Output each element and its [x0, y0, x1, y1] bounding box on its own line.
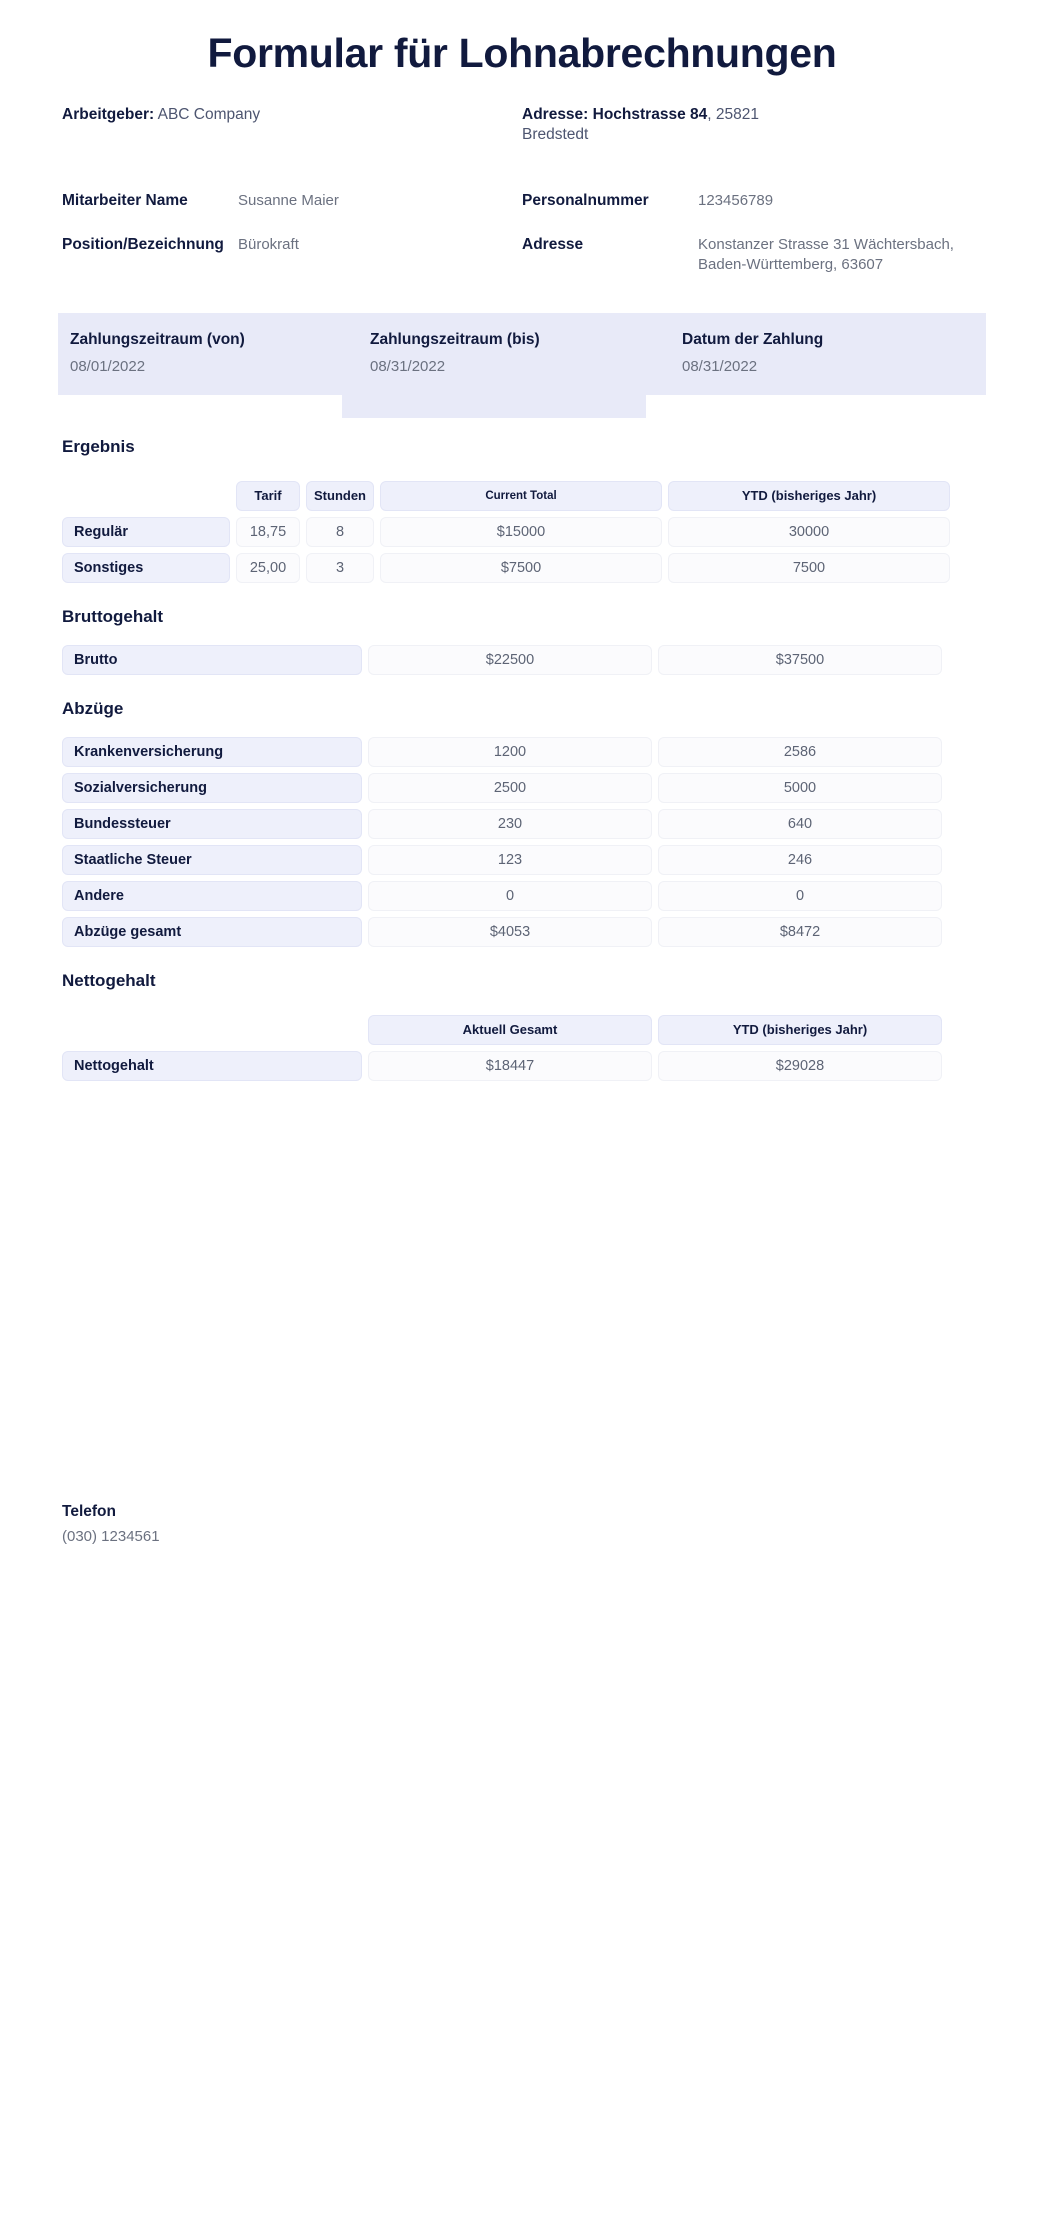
footer-phone-block — [62, 1502, 160, 1547]
net-row-ytd: $29028 — [658, 1051, 942, 1081]
earnings-row-name: Sonstiges — [62, 553, 230, 583]
period-from-value: 08/01/2022 — [70, 357, 146, 375]
earnings-row-current: $7500 — [380, 553, 662, 583]
earnings-header-ytd: YTD (bisheriges Jahr) — [668, 481, 950, 511]
period-from-block — [58, 313, 342, 395]
table-row — [62, 917, 982, 947]
spacer — [0, 419, 1044, 437]
employee-position-row — [62, 235, 982, 275]
period-to-label: Zahlungszeitraum (bis) — [370, 330, 540, 348]
employer-address-label: Adresse: Hochstrasse 84 — [522, 106, 708, 123]
employer-value: ABC Company — [157, 106, 261, 123]
employee-id-col — [522, 191, 982, 211]
earnings-heading: Ergebnis — [62, 436, 135, 456]
table-row — [62, 773, 982, 803]
employer-address-city: Bredstedt — [522, 126, 589, 144]
earnings-row-ytd: 30000 — [668, 517, 950, 547]
spacer — [0, 681, 1044, 699]
deduction-row-ytd: 5000 — [658, 773, 942, 803]
payment-date-value: 08/31/2022 — [682, 357, 758, 375]
period-from-label: Zahlungszeitraum (von) — [70, 330, 245, 348]
net-header-spacer — [62, 1015, 362, 1045]
spacer — [0, 991, 1044, 1015]
earnings-table — [0, 481, 1044, 583]
net-row-current: $18447 — [368, 1051, 652, 1081]
deduction-row-name: Sozialversicherung — [62, 773, 362, 803]
net-header-current: Aktuell Gesamt — [368, 1015, 652, 1045]
employer-name-col — [62, 105, 522, 146]
earnings-header-hours: Stunden — [306, 481, 374, 511]
deduction-row-current: 0 — [368, 881, 652, 911]
net-header-ytd: YTD (bisheriges Jahr) — [658, 1015, 942, 1045]
net-row-name: Nettogehalt — [62, 1051, 362, 1081]
deductions-table — [0, 737, 1044, 947]
net-header-row — [62, 1015, 982, 1045]
employee-id-value: 123456789 — [698, 191, 774, 209]
earnings-row-ytd: 7500 — [668, 553, 950, 583]
gross-row-ytd: $37500 — [658, 645, 942, 675]
deduction-row-current: 2500 — [368, 773, 652, 803]
employer-name-line — [62, 105, 260, 146]
deduction-row-name: Krankenversicherung — [62, 737, 362, 767]
employer-address-line — [522, 105, 759, 146]
table-row — [62, 517, 982, 547]
payment-date-label: Datum der Zahlung — [682, 330, 824, 348]
earnings-header-current: Current Total — [380, 481, 662, 511]
employee-address-value: Konstanzer Strasse 31 Wächtersbach, Baden-Württemberg, 63607 — [698, 235, 954, 273]
spacer — [0, 589, 1044, 607]
spacer — [0, 146, 1044, 191]
employee-name-row — [62, 191, 982, 211]
table-row — [62, 645, 982, 675]
employee-position-label: Position/Bezeichnung — [62, 235, 224, 253]
deduction-row-current: 1200 — [368, 737, 652, 767]
table-row — [62, 1051, 982, 1081]
period-to-block — [342, 313, 646, 418]
gross-row-name: Brutto — [62, 645, 362, 675]
payment-date-block — [646, 313, 986, 395]
spacer — [62, 211, 982, 235]
page-title: Formular für Lohnabrechnungen — [207, 30, 837, 76]
earnings-header-spacer — [62, 481, 230, 511]
employer-meta-section — [0, 105, 1044, 146]
employee-id-label: Personalnummer — [522, 191, 649, 209]
deduction-row-name: Andere — [62, 881, 362, 911]
earnings-row-rate: 18,75 — [236, 517, 300, 547]
payment-period-band — [0, 313, 1044, 419]
employer-address-zip: , 25821 — [707, 106, 759, 123]
gross-row-current: $22500 — [368, 645, 652, 675]
earnings-row-name: Regulär — [62, 517, 230, 547]
employee-name-label: Mitarbeiter Name — [62, 191, 188, 209]
employee-address-label: Adresse — [522, 235, 584, 253]
table-row — [62, 553, 982, 583]
deduction-total-ytd: $8472 — [658, 917, 942, 947]
phone-value: (030) 1234561 — [62, 1527, 160, 1545]
deduction-row-name: Staatliche Steuer — [62, 845, 362, 875]
deduction-row-ytd: 246 — [658, 845, 942, 875]
table-row — [62, 737, 982, 767]
deduction-row-current: 123 — [368, 845, 652, 875]
deduction-row-ytd: 640 — [658, 809, 942, 839]
earnings-row-current: $15000 — [380, 517, 662, 547]
spacer — [0, 457, 1044, 481]
employer-row — [62, 105, 982, 146]
employee-meta-section — [0, 191, 1044, 275]
employee-address-col — [522, 235, 982, 275]
gross-table — [0, 645, 1044, 675]
earnings-row-hours: 3 — [306, 553, 374, 583]
deduction-row-ytd: 2586 — [658, 737, 942, 767]
deduction-row-name: Bundessteuer — [62, 809, 362, 839]
employer-label: Arbeitgeber: — [62, 106, 155, 123]
earnings-header-rate: Tarif — [236, 481, 300, 511]
table-row — [62, 881, 982, 911]
deduction-total-name: Abzüge gesamt — [62, 917, 362, 947]
employee-position-col — [62, 235, 522, 275]
gross-heading: Bruttogehalt — [62, 606, 164, 626]
spacer — [0, 627, 1044, 645]
deduction-row-ytd: 0 — [658, 881, 942, 911]
table-row — [62, 809, 982, 839]
net-table — [0, 1015, 1044, 1081]
phone-label: Telefon — [62, 1503, 116, 1520]
employee-position-value: Bürokraft — [238, 235, 299, 253]
earnings-row-rate: 25,00 — [236, 553, 300, 583]
deduction-total-current: $4053 — [368, 917, 652, 947]
spacer — [0, 953, 1044, 971]
employee-name-col — [62, 191, 522, 211]
earnings-header-row — [62, 481, 982, 511]
deductions-heading: Abzüge — [62, 698, 124, 718]
spacer — [0, 719, 1044, 737]
employer-address-col — [522, 105, 982, 146]
period-to-value: 08/31/2022 — [370, 357, 446, 375]
earnings-row-hours: 8 — [306, 517, 374, 547]
employee-name-value: Susanne Maier — [238, 191, 339, 209]
spacer — [0, 83, 1044, 105]
deduction-row-current: 230 — [368, 809, 652, 839]
table-row — [62, 845, 982, 875]
net-heading: Nettogehalt — [62, 970, 156, 990]
